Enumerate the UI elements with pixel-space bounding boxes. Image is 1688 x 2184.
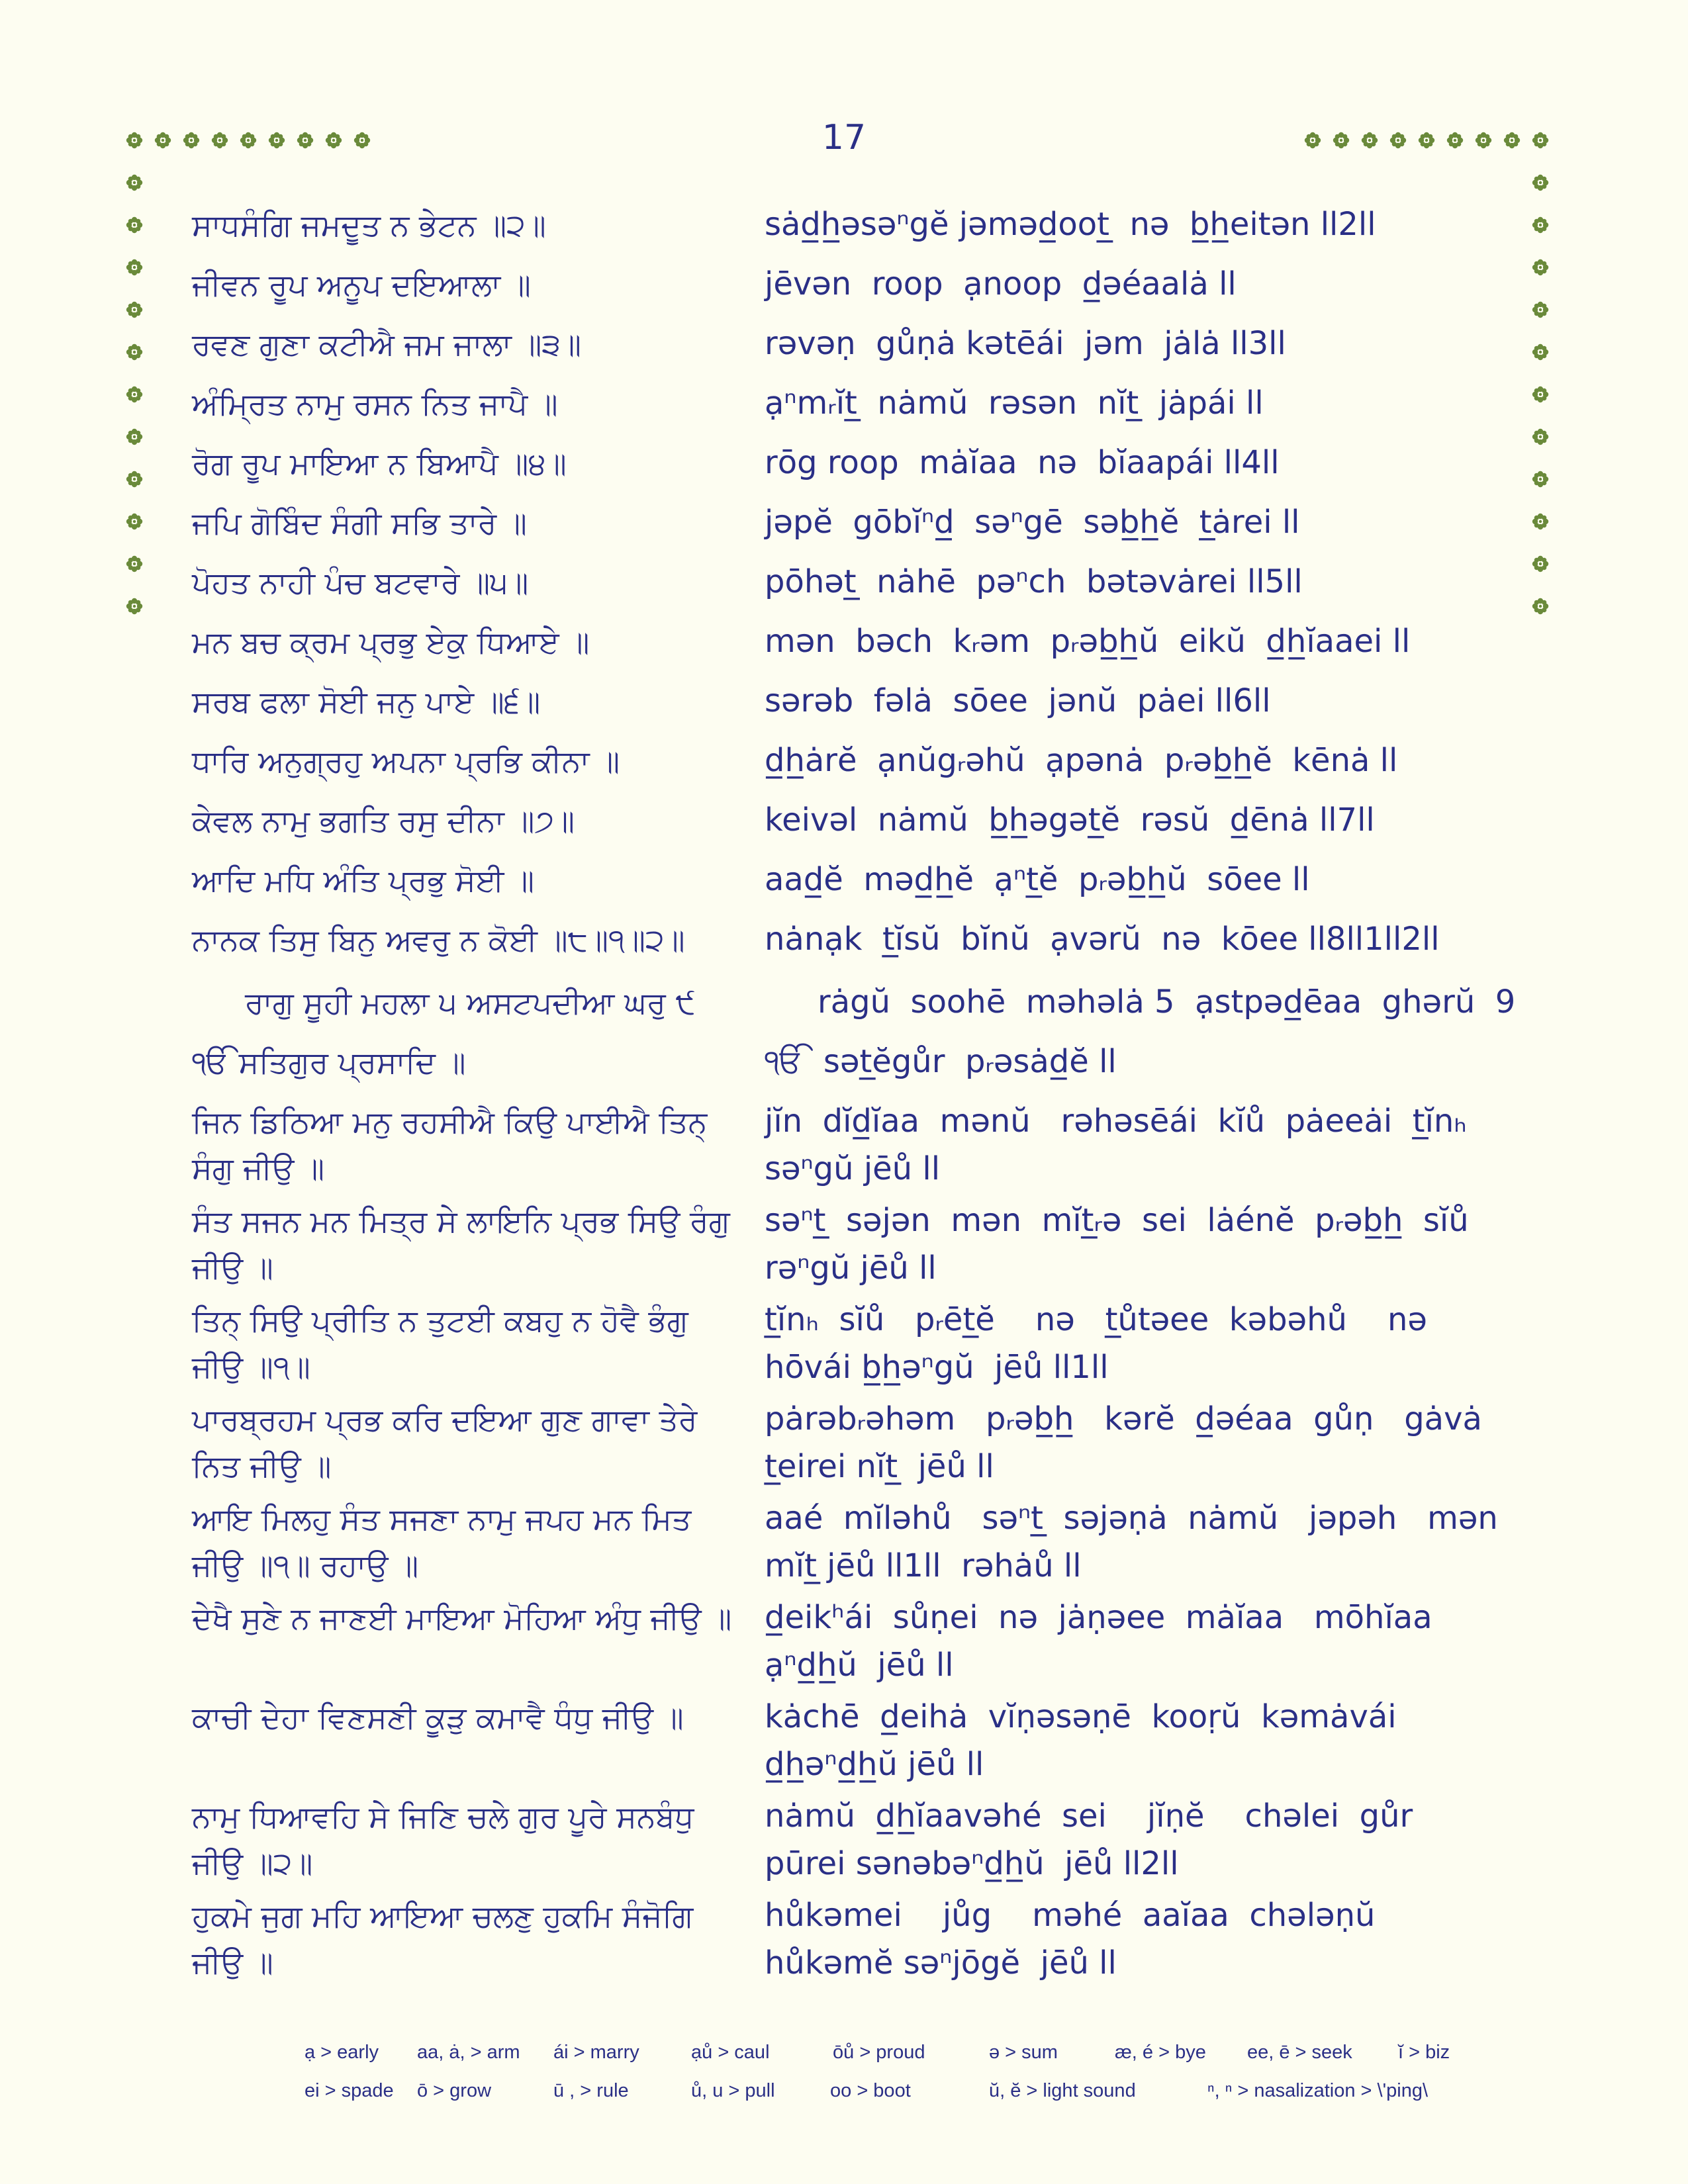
gurmukhi-line: ਰਵਣ ਗੁਣਾ ਕਟੀਐ ਜਮ ਜਾਲਾ ॥੩॥ bbox=[192, 326, 581, 362]
flower-ornament-icon bbox=[126, 513, 143, 530]
legend-item: ei > spade bbox=[305, 2080, 394, 2101]
gurmukhi-line: ਸੰਤ ਸਜਨ ਮਨ ਮਿਤ੍ਰ ਸੇ ਲਾਇਨਿ ਪ੍ਰਭ ਸਿਉ ਰੰਗੁ ਜੀਉ ॥ bbox=[192, 1203, 740, 1285]
gurmukhi-line: ਪਾਰਬ੍ਰਹਮ ਪ੍ਰਭ ਕਰਿ ਦਇਆ ਗੁਣ ਗਾਵਾ ਤੇਰੇ ਨਿਤ ਜੀਉ ॥ bbox=[192, 1402, 708, 1484]
transliteration-line: d̲h̲ȧrĕ ạnŭgᵣəhŭ ạpənȧ pᵣəb̲h̲ĕ kēnȧ ll bbox=[765, 742, 1398, 779]
legend-item: ō > grow bbox=[417, 2080, 492, 2101]
flower-ornament-icon bbox=[126, 428, 143, 445]
flower-ornament-icon bbox=[126, 471, 143, 488]
transliteration-line: jēvən roop ạnoop d̲əéaalȧ ll bbox=[765, 265, 1237, 302]
legend-item: ů, u > pull bbox=[691, 2080, 775, 2101]
gurmukhi-line: ਮਨ ਬਚ ਕ੍ਰਮ ਪ੍ਰਭੁ ਏਕੁ ਧਿਆਏ ॥ bbox=[192, 624, 590, 660]
gurmukhi-line: ਕਾਚੀ ਦੇਹਾ ਵਿਣਸਣੀ ਕੂੜੁ ਕਮਾਵੈ ਧੰਧੁ ਜੀਉ ॥ bbox=[192, 1700, 684, 1735]
flower-ornament-icon bbox=[1475, 132, 1492, 149]
transliteration-line: aaé mĭləhů səⁿt̲ səjəṇȧ nȧmŭ jəpəh mən mĭt̲ jēů ll1ll rəhȧů ll bbox=[765, 1500, 1519, 1584]
flower-ornament-icon bbox=[1361, 132, 1378, 149]
gurmukhi-line: ਆਇ ਮਿਲਹੁ ਸੰਤ ਸਜਣਾ ਨਾਮੁ ਜਪਹ ਮਨ ਮਿਤ ਜੀਉ ॥੧॥ ਰਹਾਉ ॥ bbox=[192, 1501, 701, 1583]
transliteration-line: jəpĕ gōbĭⁿd̲ səⁿgē səb̲h̲ĕ t̲ȧrei ll bbox=[765, 504, 1300, 541]
flower-ornament-icon bbox=[1532, 343, 1549, 361]
gurmukhi-line: ਧਾਰਿ ਅਨੁਗ੍ਰਹੁ ਅਪਨਾ ਪ੍ਰਭਿ ਕੀਨਾ ॥ bbox=[192, 743, 620, 779]
flower-ornament-icon bbox=[1532, 174, 1549, 191]
transliteration-line: pȧrəbᵣəhəm pᵣəb̲h̲ kərĕ d̲əéaa gůṇ gȧvȧ t̲eirei nĭt̲ jēů ll bbox=[765, 1400, 1513, 1485]
flower-ornament-icon bbox=[126, 174, 143, 191]
flower-ornament-icon bbox=[1503, 132, 1521, 149]
legend-row bbox=[305, 2042, 1470, 2068]
legend-item: ạů > caul bbox=[691, 2042, 770, 2063]
flower-ornament-icon bbox=[1532, 216, 1549, 234]
flower-ornament-icon bbox=[1532, 428, 1549, 445]
flower-ornament-icon bbox=[1532, 132, 1549, 149]
gurmukhi-line: ਹੁਕਮੇ ਜੁਗ ਮਹਿ ਆਇਆ ਚਲਣੁ ਹੁਕਮਿ ਸੰਜੋਗਿ ਜੀਉ ॥ bbox=[192, 1898, 703, 1980]
flower-ornament-icon bbox=[1389, 132, 1407, 149]
gurmukhi-line: ਸਾਧਸੰਗਿ ਜਮਦੂਤ ਨ ਭੇਟਨ ॥੨॥ bbox=[192, 207, 546, 243]
transliteration-line: səⁿt̲ səjən mən mĭt̲ᵣə sei lȧénĕ pᵣəb̲h̲ sĭů rəⁿgŭ jēů ll bbox=[765, 1202, 1489, 1287]
legend-row bbox=[305, 2080, 1470, 2107]
flower-ornament-icon bbox=[126, 343, 143, 361]
flower-ornament-icon bbox=[1304, 132, 1321, 149]
transliteration-line: hůkəmei jůg məhé aaĭaa chələṇŭ hůkəmĕ səⁿjōgĕ jēů ll bbox=[765, 1897, 1406, 1981]
legend-item: æ, é > bye bbox=[1115, 2042, 1206, 2063]
legend-item: ee, ē > seek bbox=[1247, 2042, 1352, 2063]
flower-ornament-icon bbox=[211, 132, 228, 149]
page-number: 17 bbox=[821, 118, 867, 158]
gurmukhi-line: ਜੀਵਨ ਰੂਪ ਅਨੂਪ ਦਇਆਲਾ ॥ bbox=[192, 267, 531, 302]
transliteration-line: ạⁿmᵣĭt̲ nȧmŭ rəsən nĭt̲ jȧpái ll bbox=[765, 385, 1264, 422]
legend-item: ōů > proud bbox=[833, 2042, 925, 2063]
flower-ornament-icon bbox=[1532, 301, 1549, 318]
flower-ornament-icon bbox=[297, 132, 314, 149]
transliteration-line: jĭn dĭd̲ĭaa mənŭ rəhəsēái kĭů pȧeeȧi t̲ĭnₕ səⁿgŭ jēů ll bbox=[765, 1103, 1487, 1187]
gurmukhi-line: ੴ ਸਤਿਗੁਰ ਪ੍ਰਸਾਦਿ ॥ bbox=[192, 1044, 466, 1080]
legend-item: oo > boot bbox=[830, 2080, 911, 2101]
flower-ornament-icon bbox=[126, 216, 143, 234]
transliteration-line: keivəl nȧmŭ b̲h̲əgət̲ĕ rəsŭ d̲ēnȧ ll7ll bbox=[765, 801, 1375, 839]
flower-ornament-icon bbox=[1418, 132, 1435, 149]
transliteration-line: kȧchē d̲eihȧ vĭṇəsəṇē kooṛŭ kəmȧvái d̲h̲əⁿd̲h̲ŭ jēů ll bbox=[765, 1698, 1427, 1783]
gurmukhi-line: ਦੇਖੈ ਸੁਣੇ ਨ ਜਾਣਈ ਮਾਇਆ ਮੋਹਿਆ ਅੰਧੁ ਜੀਉ ॥ bbox=[192, 1600, 732, 1636]
transliteration-line: ੴ sət̲ĕgůr pᵣəsȧd̲ĕ ll bbox=[765, 1043, 1117, 1080]
transliteration-line: pōhət̲ nȧhē pəⁿch bətəvȧrei ll5ll bbox=[765, 563, 1303, 600]
flower-ornament-icon bbox=[126, 259, 143, 276]
gurmukhi-line: ਤਿਨ੍ ਸਿਉ ਪ੍ਰੀਤਿ ਨ ਤੁਟਈ ਕਬਹੁ ਨ ਹੋਵੈ ਭੰਗੁ ਜੀਉ ॥੧॥ bbox=[192, 1302, 698, 1385]
flower-ornament-icon bbox=[1532, 386, 1549, 403]
flower-ornament-icon bbox=[325, 132, 342, 149]
legend-item: ŭ, ĕ > light sound bbox=[989, 2080, 1136, 2101]
flower-ornament-icon bbox=[1333, 132, 1350, 149]
legend-item: ĭ > biz bbox=[1398, 2042, 1450, 2063]
legend-item: ə > sum bbox=[989, 2042, 1058, 2063]
flower-ornament-icon bbox=[126, 598, 143, 615]
flower-ornament-icon bbox=[240, 132, 257, 149]
legend-item: ⁿ, ⁿ > nasalization > \'ping\ bbox=[1207, 2080, 1429, 2101]
flower-ornament-icon bbox=[1532, 471, 1549, 488]
transliteration-line: t̲ĭnₕ sĭů pᵣēt̲ĕ nə t̲ůtəee kəbəhů nə hōvái b̲h̲əⁿgŭ jēů ll1ll bbox=[765, 1301, 1448, 1386]
flower-ornament-icon bbox=[126, 555, 143, 572]
transliteration-line: sȧd̲h̲əsəⁿgĕ jəməd̲oot̲ nə b̲h̲eitən ll2ll bbox=[765, 206, 1376, 243]
gurmukhi-line: ਰਾਗੁ ਸੂਹੀ ਮਹਲਾ ੫ ਅਸਟਪਦੀਆ ਘਰੁ ੯ bbox=[245, 985, 696, 1021]
transliteration-line: nȧnạk t̲ĭsŭ bĭnŭ ạvərŭ nə kōee ll8ll1ll2ll bbox=[765, 921, 1440, 958]
flower-ornament-icon bbox=[268, 132, 285, 149]
legend-item: ạ > early bbox=[305, 2042, 379, 2063]
transliteration-line: sərəb fəlȧ sōee jənŭ pȧei ll6ll bbox=[765, 682, 1271, 719]
flower-ornament-icon bbox=[126, 132, 143, 149]
transliteration-line: aad̲ĕ məd̲h̲ĕ ạⁿt̲ĕ pᵣəb̲h̲ŭ sōee ll bbox=[765, 861, 1310, 898]
flower-ornament-icon bbox=[1446, 132, 1464, 149]
transliteration-line: rōg roop mȧĭaa nə bĭaapái ll4ll bbox=[765, 444, 1280, 481]
legend-item: ái > marry bbox=[553, 2042, 639, 2063]
gurmukhi-line: ਕੇਵਲ ਨਾਮੁ ਭਗਤਿ ਰਸੁ ਦੀਨਾ ॥੭॥ bbox=[192, 803, 575, 839]
flower-ornament-icon bbox=[126, 301, 143, 318]
legend-item: aa, ȧ, > arm bbox=[417, 2042, 520, 2063]
transliteration-line: rəvəṇ gůṇȧ kətēái jəm jȧlȧ ll3ll bbox=[765, 325, 1286, 362]
gurmukhi-line: ਆਦਿ ਮਧਿ ਅੰਤਿ ਪ੍ਰਭੁ ਸੋਈ ॥ bbox=[192, 862, 535, 898]
flower-ornament-icon bbox=[1532, 259, 1549, 276]
flower-ornament-icon bbox=[183, 132, 200, 149]
transliteration-line: d̲eikʰái sůṇei nə jȧṇəee mȧĭaa mōhĭaa ạⁿd̲h̲ŭ jēů ll bbox=[765, 1599, 1463, 1684]
transliteration-line: rȧgŭ soohē məhəlȧ 5 ạstpəd̲ēaa ghərŭ 9 bbox=[818, 983, 1516, 1021]
flower-ornament-icon bbox=[154, 132, 171, 149]
flower-ornament-icon bbox=[1532, 555, 1549, 572]
gurmukhi-line: ਜਪਿ ਗੋਬਿੰਦ ਸੰਗੀ ਸਭਿ ਤਾਰੇ ॥ bbox=[192, 505, 527, 541]
flower-ornament-icon bbox=[353, 132, 371, 149]
flower-ornament-icon bbox=[1532, 598, 1549, 615]
transliteration-line: nȧmŭ d̲h̲ĭaavəhé sei jĭṇĕ chəlei gůr pūrei sənəbəⁿd̲h̲ŭ jēů ll2ll bbox=[765, 1797, 1454, 1882]
gurmukhi-line: ਜਿਨ ਡਿਠਿਆ ਮਨੁ ਰਹਸੀਐ ਕਿਉ ਪਾਈਐ ਤਿਨ੍ ਸੰਗੁ ਜੀਉ ॥ bbox=[192, 1104, 717, 1186]
transliteration-line: mən bəch kᵣəm pᵣəb̲h̲ŭ eikŭ d̲h̲ĭaaei ll bbox=[765, 623, 1411, 660]
gurmukhi-line: ਸਰਬ ਫਲਾ ਸੋਈ ਜਨੁ ਪਾਏ ॥੬॥ bbox=[192, 684, 541, 719]
gurmukhi-line: ਨਾਨਕ ਤਿਸੁ ਬਿਨੁ ਅਵਰੁ ਨ ਕੋਈ ॥੮॥੧॥੨॥ bbox=[192, 922, 685, 958]
legend-item: ū , > rule bbox=[553, 2080, 629, 2101]
flower-ornament-icon bbox=[126, 386, 143, 403]
gurmukhi-line: ਨਾਮੁ ਧਿਆਵਹਿ ਸੇ ਜਿਣਿ ਚਲੇ ਗੁਰ ਪੂਰੇ ਸਨਬੰਧੁ ਜੀਉ ॥੨॥ bbox=[192, 1799, 704, 1881]
gurmukhi-line: ਪੋਹਤ ਨਾਹੀ ਪੰਚ ਬਟਵਾਰੇ ॥੫॥ bbox=[192, 565, 529, 600]
gurmukhi-line: ਰੋਗ ਰੂਪ ਮਾਇਆ ਨ ਬਿਆਪੈ ॥੪॥ bbox=[192, 445, 567, 481]
gurmukhi-line: ਅੰਮ੍ਰਿਤ ਨਾਮੁ ਰਸਨ ਨਿਤ ਜਾਪੈ ॥ bbox=[192, 386, 558, 422]
flower-ornament-icon bbox=[1532, 513, 1549, 530]
